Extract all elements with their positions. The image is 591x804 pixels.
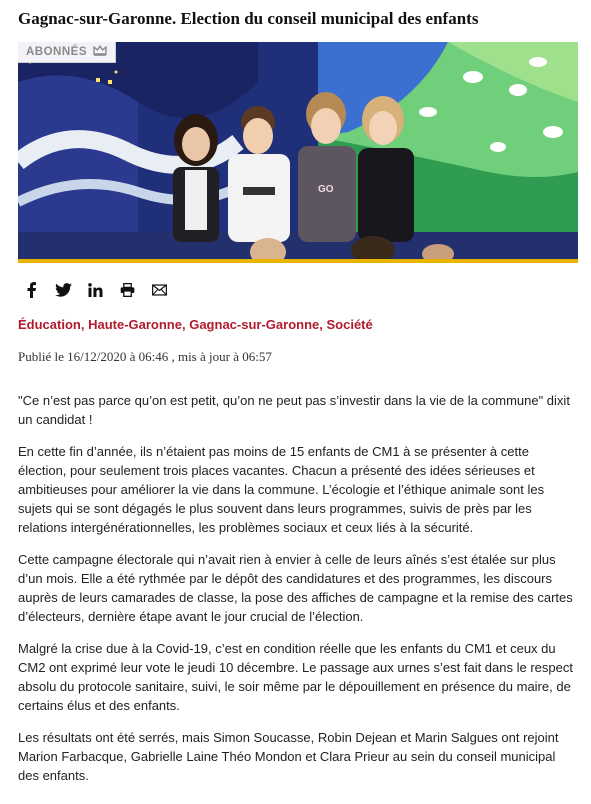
category-tags <box>18 317 373 332</box>
article-paragraph: Cette campagne électorale qui n’avait rien à envier à celle de leurs aînés s’est étalée sur plus d’un mois. Elle a été rythmée par le dépôt des candidatures et des programmes, les discours auprès de leurs camarades de classe, la pose des affiches de campagne et la remise des cartes d’électeurs, dernière étape avant le jour crucial de l’élection. <box>18 552 573 624</box>
category-separator: , <box>319 317 327 332</box>
category-link[interactable]: Haute-Garonne <box>88 317 182 332</box>
article-body <box>18 391 574 798</box>
article-paragraph: Les résultats ont été serrés, mais Simon Soucasse, Robin Dejean et Marin Salgues ont rejoint Marion Farbacque, Gabrielle Laine Théo Mondon et Clara Prieur au sein du conseil municipal des enfants. <box>18 730 559 783</box>
print-icon[interactable] <box>118 281 136 299</box>
article-hero-image <box>18 42 578 259</box>
category-separator: , <box>80 317 89 332</box>
article-paragraph: "Ce n’est pas parce qu’on est petit, qu’on ne peut pas s’investir dans la vie de la commune" dixit un candidat ! <box>18 393 570 427</box>
twitter-icon[interactable] <box>54 281 72 299</box>
share-toolbar <box>22 281 168 299</box>
article-title: Gagnac-sur-Garonne. Election du conseil municipal des enfants <box>18 9 479 28</box>
category-link[interactable]: Société <box>326 317 373 332</box>
article-paragraph: En cette fin d’année, ils n’étaient pas moins de 15 enfants de CM1 à se présenter à cette élection, pour seulement trois places vacantes. Chacun a présenté des idées sérieuses et ambitieuses pour améliorer la vie dans la commune. L’écologie et l’éthique animale sont les sujets qui se sont dégagés le plus souvent dans leurs programmes, suivis de près par les relations intergénérationnelles, les problèmes sociaux et ceux liés à la sécurité. <box>18 444 545 535</box>
category-separator: , <box>181 317 190 332</box>
article-paragraph: Malgré la crise due à la Covid-19, c’est en condition réelle que les enfants du CM1 et ceux du CM2 ont exprimé leur vote le jeudi 10 décembre. Le passage aux urnes s’est fait dans le respect absolu du protocole sanitaire, suivi, le soir même par le dépouillement en présence du maire, de certains élus et des enfants. <box>18 641 573 713</box>
hero-accent-bar <box>18 259 578 263</box>
crown-icon <box>93 45 107 59</box>
linkedin-icon[interactable] <box>86 281 104 299</box>
svg-text:GO: GO <box>318 184 334 195</box>
badge-label: ABONNÉS <box>26 46 88 58</box>
email-icon[interactable] <box>150 281 168 299</box>
subscribers-badge <box>18 42 116 63</box>
category-link[interactable]: Gagnac-sur-Garonne <box>189 317 320 332</box>
publication-date: Publié le 16/12/2020 à 06:46 , mis à jour à 06:57 <box>18 349 272 364</box>
facebook-icon[interactable] <box>22 281 40 299</box>
category-link[interactable]: Éducation <box>18 317 81 332</box>
